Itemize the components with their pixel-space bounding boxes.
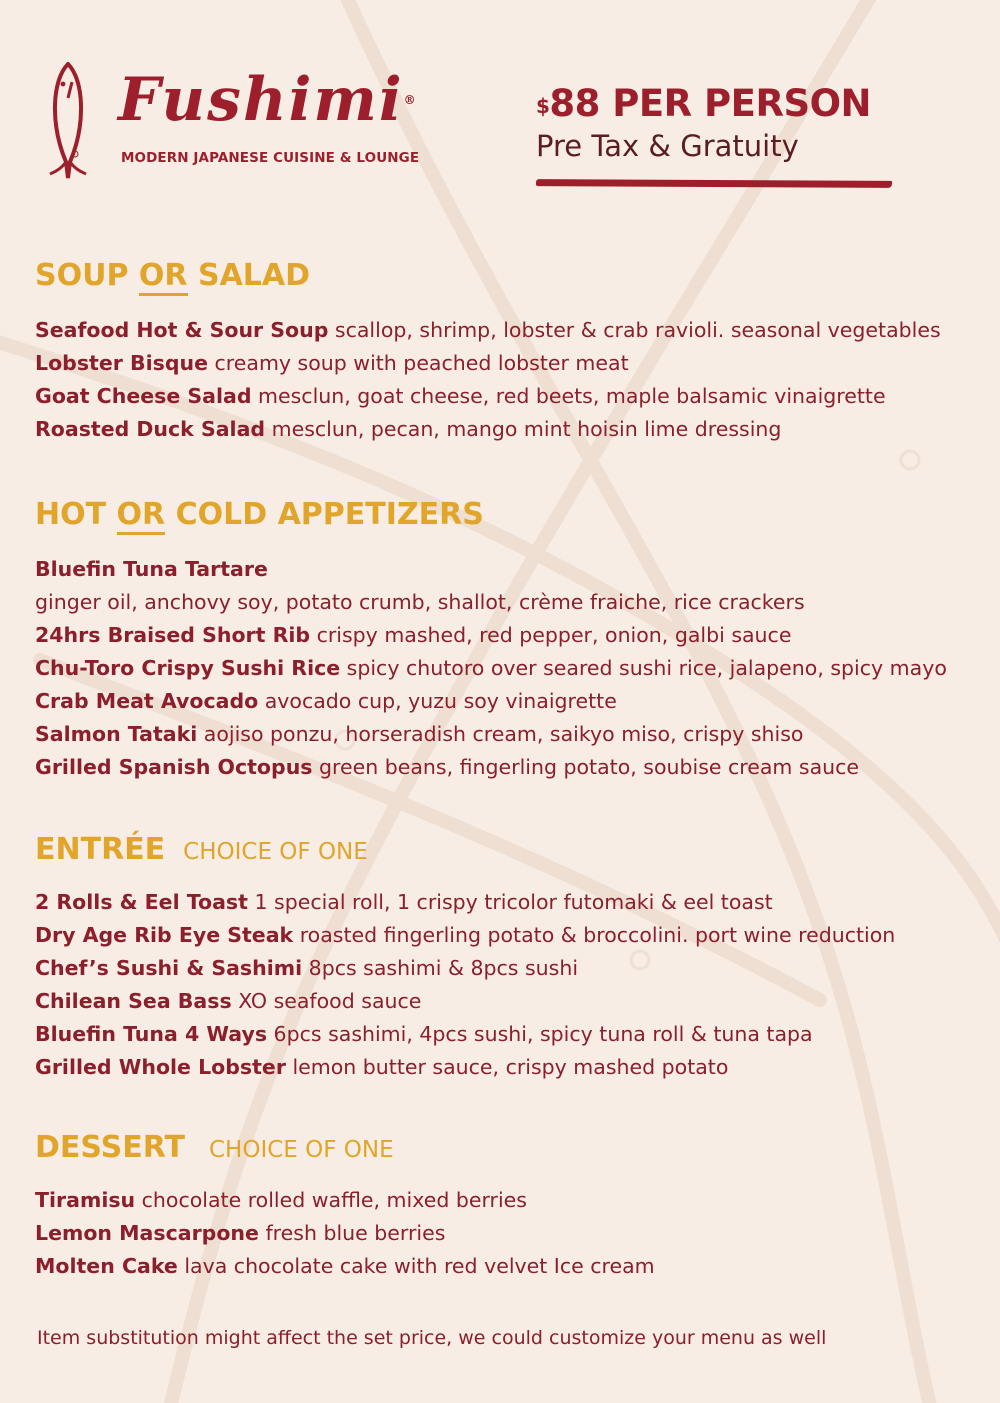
- item-description: mesclun, goat cheese, red beets, maple balsamic vinaigrette: [251, 384, 886, 408]
- item-description: mesclun, pecan, mango mint hoisin lime dressing: [265, 417, 782, 441]
- item-description: aojiso ponzu, horseradish cream, saikyo miso, crispy shiso: [197, 722, 804, 746]
- price-amount: [536, 82, 871, 126]
- menu-item: [35, 652, 985, 685]
- menu-item: [35, 1217, 985, 1250]
- choice-label: CHOICE OF ONE: [208, 1137, 394, 1163]
- section-title: [35, 497, 985, 533]
- item-name: Salmon Tataki: [35, 722, 198, 746]
- item-description: crispy mashed, red pepper, onion, galbi sauce: [310, 623, 792, 647]
- item-description: avocado cup, yuzu soy vinaigrette: [258, 689, 617, 713]
- fish-logo-icon: [48, 62, 88, 180]
- title-part-a: HOT: [35, 497, 107, 532]
- section-entree: [35, 832, 985, 1084]
- menu-item: [35, 685, 985, 718]
- item-name: Bluefin Tuna Tartare: [35, 557, 268, 581]
- item-description: roasted fingerling potato & broccolini. port wine reduction: [293, 923, 896, 947]
- item-name: Chilean Sea Bass: [35, 989, 232, 1013]
- item-description: 1 special roll, 1 crispy tricolor futomaki & eel toast: [247, 890, 773, 914]
- title-part-b: SALAD: [197, 258, 311, 293]
- item-description: fresh blue berries: [258, 1221, 446, 1245]
- menu-item: [35, 553, 985, 586]
- price-note: Pre Tax & Gratuity: [536, 129, 799, 163]
- menu-item: [35, 718, 985, 751]
- menu-item-list: [35, 553, 985, 784]
- section-title: [35, 258, 985, 294]
- item-description: creamy soup with peached lobster meat: [208, 351, 629, 375]
- item-description: lava chocolate cake with red velvet Ice cream: [177, 1254, 655, 1278]
- item-description: 6pcs sashimi, 4pcs sushi, spicy tuna roll & tuna tapa: [267, 1022, 813, 1046]
- menu-item: [35, 1051, 985, 1084]
- title-or: OR: [117, 497, 166, 535]
- item-name: Molten Cake: [35, 1254, 178, 1278]
- item-name: Goat Cheese Salad: [35, 384, 252, 408]
- item-name: Grilled Whole Lobster: [35, 1055, 286, 1079]
- menu-item: [35, 751, 985, 784]
- price-block: [536, 82, 871, 164]
- brand-name-text: Fushimi: [118, 65, 404, 135]
- title-part-b: COLD APPETIZERS: [175, 497, 484, 532]
- item-description: lemon butter sauce, crispy mashed potato: [285, 1055, 729, 1079]
- item-description: green beans, fingerling potato, soubise cream sauce: [312, 755, 860, 779]
- menu-item: [35, 380, 985, 413]
- menu-item: [35, 886, 985, 919]
- menu-item-description-line: [35, 586, 985, 619]
- item-name: Chef’s Sushi & Sashimi: [35, 956, 303, 980]
- item-description: spicy chutoro over seared sushi rice, jalapeno, spicy mayo: [340, 656, 947, 680]
- item-description: ginger oil, anchovy soy, potato crumb, shallot, crème fraiche, rice crackers: [35, 590, 805, 614]
- item-name: Roasted Duck Salad: [35, 417, 266, 441]
- menu-item: [35, 314, 985, 347]
- registered-mark: ®: [403, 93, 418, 107]
- choice-label: CHOICE OF ONE: [183, 839, 368, 865]
- item-name: Grilled Spanish Octopus: [35, 755, 313, 779]
- item-name: Tiramisu: [35, 1188, 136, 1212]
- title-text: ENTRÉE: [35, 832, 166, 867]
- currency-symbol: $: [536, 94, 550, 118]
- menu-item: [35, 952, 985, 985]
- item-name: Lemon Mascarpone: [35, 1221, 259, 1245]
- menu-item: [35, 1250, 985, 1283]
- item-name: Bluefin Tuna 4 Ways: [35, 1022, 268, 1046]
- menu-item-list: [35, 1184, 985, 1283]
- menu-item: [35, 1018, 985, 1051]
- price-underline-brush: [536, 179, 892, 188]
- item-name: Seafood Hot & Sour Soup: [35, 318, 329, 342]
- menu-item: [35, 413, 985, 446]
- menu-item-list: [35, 314, 985, 446]
- menu-item: [35, 919, 985, 952]
- title-part-a: SOUP: [35, 258, 129, 293]
- menu-item: [35, 985, 985, 1018]
- menu-item: [35, 619, 985, 652]
- item-name: Dry Age Rib Eye Steak: [35, 923, 294, 947]
- footer-note: Item substitution might affect the set price, we could customize your menu as well: [37, 1327, 827, 1349]
- title-or: OR: [139, 258, 188, 296]
- section-title: [35, 832, 985, 870]
- section-title: [35, 1130, 985, 1168]
- section-dessert: [35, 1130, 985, 1283]
- item-name: 2 Rolls & Eel Toast: [35, 890, 248, 914]
- section-soup-salad: [35, 258, 985, 446]
- brand-tagline: MODERN JAPANESE CUISINE & LOUNGE: [121, 150, 420, 166]
- item-name: Lobster Bisque: [35, 351, 208, 375]
- menu-item: [35, 1184, 985, 1217]
- menu-item: [35, 347, 985, 380]
- item-description: chocolate rolled waffle, mixed berries: [135, 1188, 527, 1212]
- item-name: Chu-Toro Crispy Sushi Rice: [35, 656, 341, 680]
- menu-item-list: [35, 886, 985, 1084]
- item-name: Crab Meat Avocado: [35, 689, 259, 713]
- item-description: scallop, shrimp, lobster & crab ravioli. seasonal vegetables: [328, 318, 941, 342]
- section-appetizers: [35, 497, 985, 784]
- item-description: 8pcs sashimi & 8pcs sushi: [302, 956, 579, 980]
- item-name: 24hrs Braised Short Rib: [35, 623, 311, 647]
- brand-name: [118, 64, 418, 136]
- price-amount-text: 88 PER PERSON: [549, 82, 872, 125]
- title-text: DESSERT: [35, 1130, 185, 1165]
- item-description: XO seafood sauce: [231, 989, 422, 1013]
